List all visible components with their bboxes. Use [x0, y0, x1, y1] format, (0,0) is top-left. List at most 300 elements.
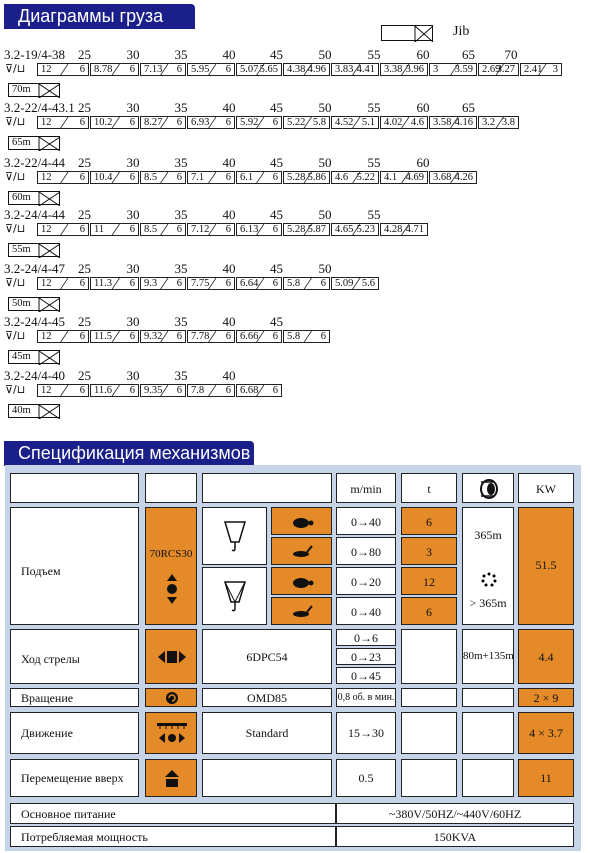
load-cell: [187, 171, 235, 184]
hoist-drum-cell: 365m > 365m: [462, 507, 514, 625]
load-cell: [236, 330, 282, 343]
load-cell: [37, 330, 89, 343]
mast-height-label: 65m: [12, 137, 31, 148]
load-cell: [140, 277, 186, 290]
travel-icon-cell: [145, 712, 197, 754]
radius-label: 35: [174, 368, 188, 383]
hoist-load-4: 6: [401, 597, 457, 625]
trolley-drum-cell: 80m+135m: [462, 629, 514, 684]
load-cell: [331, 63, 379, 76]
trolley-load-cell: [401, 629, 457, 684]
jib-cross-icon: [9, 137, 61, 151]
load-value-single: 4.52: [335, 117, 354, 128]
crane-model: 3.2-22/4-43.1: [4, 100, 75, 115]
load-value-double: 6: [176, 331, 182, 342]
load-value-double: 6: [79, 64, 85, 75]
load-value-double: 3.8: [501, 117, 515, 128]
load-value-single: 12: [41, 117, 52, 128]
hook-falls-icon: ⊽/⊔: [5, 383, 26, 396]
load-value-double: 3.59: [454, 64, 473, 75]
drum-dots-icon: [481, 572, 497, 588]
radius-label: 25: [78, 368, 91, 383]
jib-cross-icon: [9, 192, 61, 206]
slewing-load-cell: [401, 688, 457, 707]
load-value-single: 9.3: [144, 278, 158, 289]
fast-speed-icon-1: [271, 537, 332, 565]
load-value-single: 4.28: [384, 224, 403, 235]
radius-label: 55: [367, 100, 381, 115]
load-value-single: 6.93: [191, 117, 210, 128]
load-value-double: 6: [176, 117, 182, 128]
radius-label: 40: [222, 261, 236, 276]
hook-double-cell: [202, 567, 267, 625]
hare-icon: [290, 605, 314, 619]
load-cell: [140, 63, 186, 76]
radius-label: 25: [78, 47, 91, 62]
radius-label: 30: [126, 47, 140, 62]
load-value-single: 3.68: [433, 172, 452, 183]
crane-model: 3.2-19/4-38: [4, 47, 66, 62]
load-value-single: 8.5: [144, 224, 158, 235]
load-value-single: 6.66: [240, 331, 259, 342]
hoist-speed-1: 0→40: [336, 507, 396, 535]
load-value-double: 5.65: [259, 64, 278, 75]
load-value-single: 12: [41, 172, 52, 183]
radius-label: 30: [126, 207, 140, 222]
load-value-single: 2.41: [524, 64, 543, 75]
crane-model: 3.2-22/4-44: [4, 155, 66, 170]
load-cell: [187, 277, 235, 290]
load-cell: [140, 330, 186, 343]
jib-cross-icon: [9, 405, 61, 419]
load-value-single: 7.8: [191, 385, 205, 396]
radius-label: 45: [270, 100, 283, 115]
load-value-double: 6: [272, 172, 278, 183]
radius-label: 40: [222, 368, 236, 383]
load-value-single: 6.68: [240, 385, 259, 396]
load-value-double: 6: [176, 172, 182, 183]
radius-label: 55: [367, 47, 381, 62]
load-value-double: 6: [272, 224, 278, 235]
load-cell: [380, 63, 428, 76]
radius-label: 35: [174, 261, 188, 276]
jib-cross-icon: [9, 84, 61, 98]
radius-label: 40: [222, 314, 236, 329]
load-cell: [37, 277, 89, 290]
trolley-label-cell: Ход стрелы: [10, 629, 139, 684]
power-supply-label-cell: Основное питание: [10, 803, 336, 824]
radius-label: 40: [222, 100, 236, 115]
load-value-single: 6.13: [240, 224, 259, 235]
radius-label: 40: [222, 207, 236, 222]
load-cell: [236, 223, 282, 236]
load-value-double: 6: [272, 278, 278, 289]
load-cell: [283, 116, 330, 129]
load-value-single: 3.2: [482, 117, 496, 128]
jib-icon: [381, 25, 433, 41]
slewing-icon-cell: [145, 688, 197, 707]
load-cell: [90, 277, 139, 290]
load-cell: [187, 116, 235, 129]
load-value-double: 6: [320, 331, 326, 342]
header-empty-1: [10, 473, 139, 503]
hoist-speed-2: 0→80: [336, 537, 396, 565]
load-value-single: 4.65: [335, 224, 354, 235]
load-value-single: 10.4: [94, 172, 113, 183]
load-value-double: 6: [225, 331, 231, 342]
hook-falls-icon: ⊽/⊔: [5, 222, 26, 235]
load-value-single: 5.8: [287, 278, 301, 289]
power-supply-value: ~380V/50HZ/~440V/60HZ: [336, 803, 574, 824]
load-value-single: 8.27: [144, 117, 163, 128]
load-value-single: 3.58: [433, 117, 452, 128]
load-value-double: 5.87: [307, 224, 326, 235]
load-cell: [478, 63, 519, 76]
spec-title: Спецификация механизмов: [4, 441, 254, 466]
mast-height-box: [8, 350, 60, 364]
radius-label: 50: [318, 207, 332, 222]
radius-label: 30: [126, 261, 140, 276]
hoist-arrows-icon: [162, 574, 182, 604]
slewing-kw: 2 × 9: [518, 688, 574, 707]
load-value-double: 5.23: [356, 224, 375, 235]
load-value-single: 3.83: [335, 64, 354, 75]
load-cell: [520, 63, 562, 76]
load-value-single: 5.09: [335, 278, 354, 289]
travel-label-cell: Движение: [10, 712, 139, 754]
load-value-double: 6: [176, 278, 182, 289]
radius-label: 30: [126, 368, 140, 383]
radius-label: 50: [318, 155, 332, 170]
load-cell: [478, 116, 519, 129]
load-value-double: 4.16: [454, 117, 473, 128]
load-value-double: 6: [129, 172, 135, 183]
crane-model: 3.2-24/4-45: [4, 314, 66, 329]
radius-label: 50: [318, 100, 332, 115]
load-value-single: 6.64: [240, 278, 259, 289]
crane-model: 3.2-24/4-47: [4, 261, 66, 276]
hook-falls-icon: ⊽/⊔: [5, 170, 26, 183]
load-value-double: 4.71: [405, 224, 424, 235]
load-value-single: 6.1: [240, 172, 254, 183]
load-value-single: 12: [41, 278, 52, 289]
radius-label: 65: [462, 100, 475, 115]
power-consumption-value: 150KVA: [336, 826, 574, 847]
load-cell: [90, 330, 139, 343]
load-value-double: 4.41: [356, 64, 375, 75]
slewing-label-cell: Вращение: [10, 688, 139, 707]
radius-label: 35: [174, 207, 188, 222]
mast-height-label: 45m: [12, 351, 31, 362]
load-value-double: 5.6: [361, 278, 375, 289]
load-cell: [90, 116, 139, 129]
load-cell: [37, 223, 89, 236]
trolley-speed-3: 0→45: [336, 667, 396, 684]
fast-speed-icon-2: [271, 597, 332, 625]
trolley-arrows-icon: [158, 648, 186, 666]
travel-kw: 4 × 3.7: [518, 712, 574, 754]
travel-drum-cell: [462, 712, 514, 754]
load-value-single: 5.22: [287, 117, 306, 128]
load-value-single: 8.5: [144, 172, 158, 183]
radius-label: 30: [126, 155, 140, 170]
load-cell: [140, 116, 186, 129]
load-value-single: 5.92: [240, 117, 259, 128]
load-value-double: 6: [225, 64, 231, 75]
header-empty-2: [145, 473, 197, 503]
load-cell: [140, 171, 186, 184]
load-value-double: 5.8: [312, 117, 326, 128]
load-cell: [187, 223, 235, 236]
radius-label: 70: [504, 47, 518, 62]
travel-rail-icon: [157, 723, 187, 745]
load-value-single: 5.28: [287, 172, 306, 183]
load-value-single: 10.2: [94, 117, 113, 128]
hook-single-cell: [202, 507, 267, 565]
load-value-double: 6: [79, 224, 85, 235]
trolley-icon-cell: [145, 629, 197, 684]
trolley-model-cell: 6DPC54: [202, 629, 332, 684]
load-value-single: 12: [41, 385, 52, 396]
load-cell: [90, 223, 139, 236]
hoist-speed-4: 0→40: [336, 597, 396, 625]
load-value-double: 6: [79, 172, 85, 183]
jib-cross-icon: [9, 244, 61, 258]
load-cell: [187, 384, 235, 397]
radius-label: 25: [78, 100, 91, 115]
slewing-drum-cell: [462, 688, 514, 707]
mast-height-box: [8, 191, 60, 205]
jib-cross-icon: [9, 351, 61, 365]
hook-falls-icon: ⊽/⊔: [5, 115, 26, 128]
load-header: t: [401, 473, 457, 503]
radius-label: 25: [78, 314, 91, 329]
slow-speed-icon-1: [271, 507, 332, 535]
load-value-single: 3: [433, 64, 439, 75]
load-value-double: 3.96: [405, 64, 424, 75]
load-value-single: 7.13: [144, 64, 163, 75]
climbing-model-cell: [202, 759, 332, 797]
load-value-double: 6: [225, 117, 231, 128]
load-value-double: 6: [79, 331, 85, 342]
load-value-double: 6: [320, 278, 326, 289]
turtle-icon: [290, 575, 314, 589]
load-cell: [331, 277, 379, 290]
trolley-kw: 4.4: [518, 629, 574, 684]
radius-label: 35: [174, 155, 188, 170]
slow-speed-icon-2: [271, 567, 332, 595]
load-value-single: 8.78: [94, 64, 113, 75]
load-value-double: 6: [129, 385, 135, 396]
load-value-single: 9.35: [144, 385, 163, 396]
kw-header: KW: [518, 473, 574, 503]
load-value-single: 11.6: [94, 385, 112, 396]
load-cell: [236, 277, 282, 290]
load-value-double: 4.69: [405, 172, 424, 183]
load-value-single: 7.12: [191, 224, 210, 235]
mast-height-box: [8, 243, 60, 257]
spec-table: [5, 465, 581, 851]
radius-label: 25: [78, 207, 91, 222]
mast-height-label: 70m: [12, 84, 31, 95]
load-cell: [187, 330, 235, 343]
radius-label: 30: [126, 314, 140, 329]
load-cell: [380, 223, 428, 236]
speed-header: m/min: [336, 473, 396, 503]
climbing-kw: 11: [518, 759, 574, 797]
mast-height-label: 55m: [12, 244, 31, 255]
load-cell: [236, 116, 282, 129]
double-fall-hook-icon: [223, 580, 247, 614]
load-value-double: 6: [225, 172, 231, 183]
load-value-double: 6: [129, 331, 135, 342]
radius-label: 25: [78, 155, 91, 170]
radius-label: 45: [270, 207, 283, 222]
load-value-double: 3: [552, 64, 558, 75]
load-value-double: 6: [225, 224, 231, 235]
slewing-rotate-icon: [165, 691, 179, 705]
radius-label: 60: [416, 47, 430, 62]
load-value-single: 11: [94, 224, 105, 235]
radius-label: 35: [174, 100, 188, 115]
climbing-speed: 0.5: [336, 759, 396, 797]
load-charts-title: Диаграммы груза: [4, 4, 195, 29]
radius-label: 60: [416, 100, 430, 115]
load-value-double: 6: [79, 278, 85, 289]
load-value-single: 4.38: [287, 64, 306, 75]
radius-label: 45: [270, 155, 283, 170]
load-value-single: 4.6: [335, 172, 349, 183]
climbing-load-cell: [401, 759, 457, 797]
load-cell: [37, 171, 89, 184]
load-value-single: 5.8: [287, 331, 301, 342]
load-cell: [90, 171, 139, 184]
climbing-drum-cell: [462, 759, 514, 797]
load-value-single: 7.78: [191, 331, 210, 342]
load-cell: [37, 63, 89, 76]
load-cell: [283, 63, 330, 76]
single-fall-hook-icon: [223, 520, 247, 554]
radius-label: 40: [222, 155, 236, 170]
crane-model: 3.2-24/4-44: [4, 207, 66, 222]
load-value-single: 4.1: [384, 172, 398, 183]
load-value-single: 4.02: [384, 117, 403, 128]
radius-label: 50: [318, 47, 332, 62]
load-value-double: 6: [272, 331, 278, 342]
radius-label: 50: [318, 261, 332, 276]
load-value-single: 12: [41, 224, 52, 235]
radius-label: 45: [270, 261, 283, 276]
load-value-double: 6: [225, 278, 231, 289]
jib-label: Jib: [453, 24, 470, 39]
load-value-double: 6: [272, 385, 278, 396]
load-cell: [331, 171, 379, 184]
load-cell: [331, 223, 379, 236]
hare-icon: [290, 545, 314, 559]
load-value-double: 6: [129, 278, 135, 289]
mast-height-label: 50m: [12, 298, 31, 309]
hoist-load-1: 6: [401, 507, 457, 535]
load-value-single: 5.28: [287, 224, 306, 235]
trolley-speed-2: 0→23: [336, 648, 396, 665]
load-value-double: 4.6: [410, 117, 424, 128]
cable-drum-icon: [463, 474, 515, 504]
load-value-single: 11.5: [94, 331, 112, 342]
load-cell: [429, 63, 477, 76]
load-value-double: 6: [79, 117, 85, 128]
hoist-speed-3: 0→20: [336, 567, 396, 595]
load-value-double: 3.27: [496, 64, 515, 75]
load-value-double: 6: [176, 224, 182, 235]
load-value-double: 4.26: [454, 172, 473, 183]
climbing-up-icon: [165, 770, 179, 788]
load-value-single: 3.38: [384, 64, 403, 75]
radius-label: 35: [174, 47, 188, 62]
radius-label: 40: [222, 47, 236, 62]
crane-model: 3.2-24/4-40: [4, 368, 66, 383]
load-value-single: 7.1: [191, 172, 205, 183]
radius-label: 45: [270, 314, 283, 329]
load-value-double: 5.86: [307, 172, 326, 183]
load-cell: [236, 171, 282, 184]
load-value-double: 6: [176, 64, 182, 75]
turtle-icon: [290, 515, 314, 529]
travel-load-cell: [401, 712, 457, 754]
load-value-single: 12: [41, 64, 52, 75]
load-value-single: 5.07: [240, 64, 259, 75]
load-value-single: 7.75: [191, 278, 210, 289]
climbing-label-cell: Перемещение вверх: [10, 759, 139, 797]
load-value-double: 6: [79, 385, 85, 396]
hoist-label-cell: Подъем: [10, 507, 139, 625]
climbing-icon-cell: [145, 759, 197, 797]
radius-label: 60: [416, 155, 430, 170]
load-cell: [331, 116, 379, 129]
load-value-double: 6: [129, 117, 135, 128]
radius-label: 30: [126, 100, 140, 115]
slewing-model-cell: OMD85: [202, 688, 332, 707]
load-cell: [283, 171, 330, 184]
load-cell: [236, 63, 282, 76]
load-cell: [283, 223, 330, 236]
jib-cross-icon: [9, 298, 61, 312]
mast-height-box: [8, 297, 60, 311]
header-empty-3: [202, 473, 332, 503]
hook-falls-icon: ⊽/⊔: [5, 329, 26, 342]
hook-falls-icon: ⊽/⊔: [5, 62, 26, 75]
travel-model-cell: Standard: [202, 712, 332, 754]
load-value-double: 6: [176, 385, 182, 396]
drum-header: [462, 473, 514, 503]
load-cell: [90, 384, 139, 397]
power-consumption-label-cell: Потребляемая мощность: [10, 826, 336, 847]
load-cell: [429, 171, 477, 184]
load-value-single: 11.3: [94, 278, 112, 289]
load-value-double: 6: [129, 64, 135, 75]
slewing-speed: 0,8 об. в мин.: [336, 688, 396, 707]
hoist-load-2: 3: [401, 537, 457, 565]
load-cell: [187, 63, 235, 76]
load-cell: [283, 277, 330, 290]
hoist-kw: 51.5: [518, 507, 574, 625]
load-value-double: 6: [225, 385, 231, 396]
radius-label: 25: [78, 261, 91, 276]
load-cell: [37, 116, 89, 129]
load-cell: [380, 171, 428, 184]
load-cell: [140, 223, 186, 236]
load-value-single: 2.69: [482, 64, 501, 75]
load-cell: [140, 384, 186, 397]
